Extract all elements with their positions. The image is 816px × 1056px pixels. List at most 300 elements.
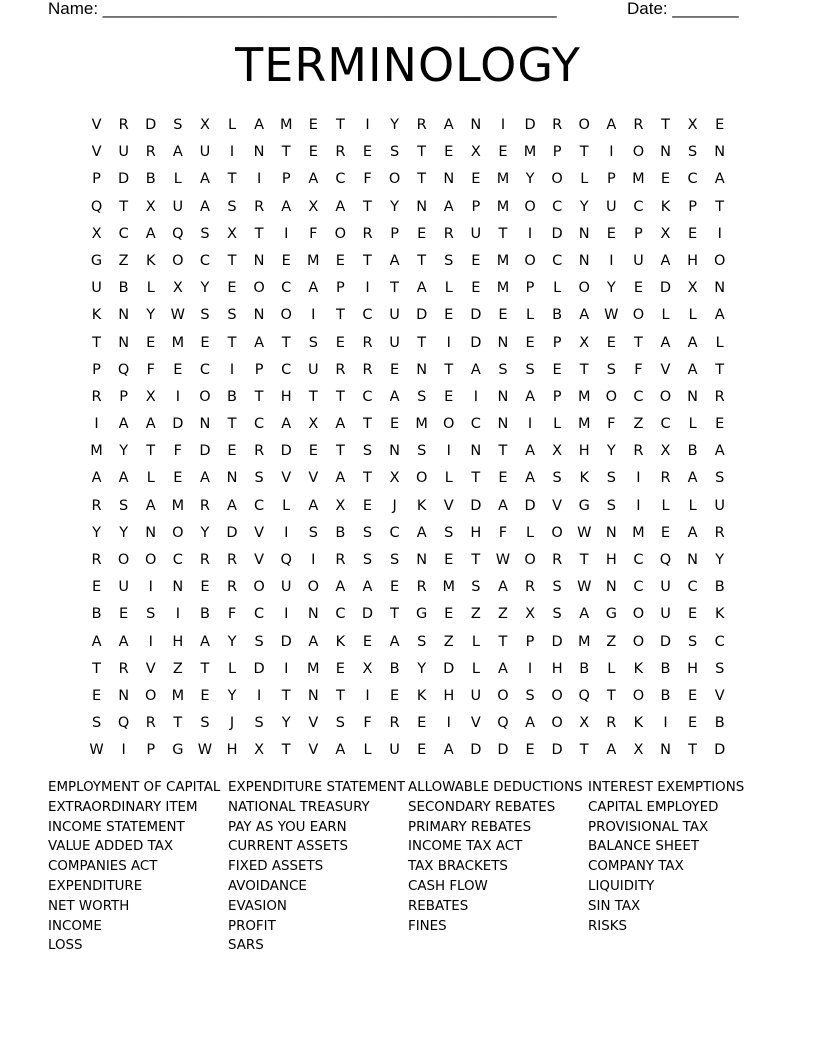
grid-letter[interactable]: A	[525, 388, 535, 405]
grid-letter[interactable]: I	[284, 225, 289, 242]
grid-letter[interactable]: Y	[715, 552, 725, 568]
grid-letter[interactable]: O	[551, 687, 563, 704]
grid-letter[interactable]: V	[254, 524, 265, 541]
grid-letter[interactable]: S	[552, 470, 562, 487]
grid-letter[interactable]: X	[145, 388, 156, 405]
grid-letter[interactable]: M	[577, 633, 591, 650]
grid-letter[interactable]: I	[527, 660, 533, 677]
grid-letter[interactable]: T	[281, 687, 291, 704]
grid-letter[interactable]: E	[389, 579, 400, 596]
grid-letter[interactable]: B	[660, 687, 671, 704]
grid-letter[interactable]: T	[281, 742, 291, 759]
grid-letter[interactable]: U	[389, 742, 400, 759]
grid-letter[interactable]: M	[496, 171, 510, 188]
grid-letter[interactable]: N	[253, 144, 265, 161]
grid-letter[interactable]: R	[335, 552, 346, 568]
grid-letter[interactable]: V	[470, 715, 481, 732]
grid-letter[interactable]: O	[497, 687, 509, 704]
grid-letter[interactable]: T	[363, 198, 372, 215]
grid-letter[interactable]: U	[118, 144, 129, 161]
grid-letter[interactable]: K	[416, 687, 427, 704]
grid-letter[interactable]: T	[227, 334, 237, 351]
grid-letter[interactable]: T	[335, 687, 345, 704]
grid-letter[interactable]: E	[525, 334, 535, 351]
grid-letter[interactable]: A	[118, 633, 129, 650]
grid-letter[interactable]: A	[497, 579, 508, 596]
grid-letter[interactable]: E	[389, 687, 400, 704]
grid-letter[interactable]: M	[577, 416, 591, 433]
grid-letter[interactable]: L	[471, 633, 480, 650]
grid-letter[interactable]: A	[308, 497, 319, 514]
grid-letter[interactable]: N	[172, 579, 184, 596]
grid-letter[interactable]: A	[254, 334, 265, 351]
grid-letter[interactable]: O	[524, 252, 536, 269]
grid-letter[interactable]: Z	[118, 252, 129, 269]
grid-letter[interactable]: H	[226, 742, 238, 759]
grid-letter[interactable]: E	[362, 144, 373, 161]
grid-letter[interactable]: T	[92, 334, 101, 351]
grid-letter[interactable]: N	[145, 524, 157, 541]
grid-letter[interactable]: P	[471, 198, 481, 215]
grid-letter[interactable]: B	[714, 579, 725, 596]
grid-letter[interactable]: O	[253, 280, 265, 297]
grid-letter[interactable]: N	[605, 579, 617, 596]
grid-letter[interactable]: R	[389, 715, 400, 732]
grid-letter[interactable]: O	[578, 117, 590, 133]
grid-letter[interactable]: A	[199, 198, 210, 215]
grid-letter[interactable]: D	[551, 225, 563, 242]
grid-letter[interactable]: E	[146, 334, 156, 351]
grid-letter[interactable]: T	[498, 633, 508, 650]
grid-letter[interactable]: R	[362, 334, 373, 351]
grid-letter[interactable]: D	[470, 742, 482, 759]
grid-letter[interactable]: E	[471, 171, 481, 188]
grid-letter[interactable]: U	[470, 225, 482, 242]
grid-letter[interactable]: A	[579, 307, 590, 324]
grid-letter[interactable]: N	[714, 144, 726, 161]
grid-letter[interactable]: A	[714, 171, 725, 188]
grid-letter[interactable]: I	[446, 443, 451, 460]
grid-letter[interactable]: R	[362, 361, 373, 378]
grid-letter[interactable]: O	[632, 307, 645, 324]
grid-letter[interactable]: L	[363, 742, 372, 759]
grid-letter[interactable]: I	[446, 334, 451, 351]
grid-letter[interactable]: O	[605, 388, 618, 405]
grid-letter[interactable]: Y	[200, 280, 210, 297]
grid-letter[interactable]: H	[605, 552, 617, 568]
grid-letter[interactable]: C	[254, 497, 265, 514]
grid-letter[interactable]: V	[91, 117, 102, 133]
grid-letter[interactable]: S	[200, 225, 210, 242]
grid-letter[interactable]: S	[606, 497, 616, 514]
grid-letter[interactable]: R	[91, 497, 102, 514]
grid-letter[interactable]: K	[416, 497, 427, 514]
grid-letter[interactable]: I	[311, 552, 316, 568]
grid-letter[interactable]: U	[307, 361, 319, 378]
grid-letter[interactable]: E	[362, 497, 373, 514]
grid-letter[interactable]: E	[688, 715, 698, 732]
grid-letter[interactable]: O	[524, 552, 536, 568]
grid-letter[interactable]: T	[715, 198, 725, 215]
grid-letter[interactable]: O	[632, 144, 645, 161]
grid-letter[interactable]: T	[390, 606, 399, 623]
grid-letter[interactable]: N	[253, 307, 265, 324]
grid-letter[interactable]: Z	[470, 606, 481, 623]
grid-letter[interactable]: H	[687, 252, 699, 269]
grid-letter[interactable]: C	[687, 171, 698, 188]
grid-letter[interactable]: A	[308, 633, 319, 650]
grid-letter[interactable]: U	[714, 497, 726, 514]
grid-letter[interactable]: Z	[497, 606, 508, 623]
grid-letter[interactable]: E	[471, 280, 481, 297]
grid-letter[interactable]: X	[470, 144, 481, 161]
grid-letter[interactable]: R	[633, 117, 644, 133]
grid-letter[interactable]: A	[687, 524, 698, 541]
grid-letter[interactable]: X	[660, 225, 671, 242]
grid-letter[interactable]: F	[173, 443, 182, 460]
grid-letter[interactable]: R	[91, 388, 102, 405]
grid-letter[interactable]: S	[715, 660, 725, 677]
grid-letter[interactable]: Y	[579, 198, 589, 215]
grid-letter[interactable]: E	[444, 307, 454, 324]
grid-letter[interactable]: R	[199, 552, 210, 568]
grid-letter[interactable]: E	[335, 660, 345, 677]
grid-letter[interactable]: S	[389, 552, 400, 568]
grid-letter[interactable]: X	[199, 117, 210, 133]
grid-letter[interactable]: E	[471, 252, 481, 269]
grid-letter[interactable]: L	[553, 416, 562, 433]
grid-letter[interactable]: O	[145, 687, 157, 704]
grid-letter[interactable]: X	[687, 280, 698, 297]
grid-letter[interactable]: R	[118, 660, 129, 677]
grid-letter[interactable]: A	[443, 742, 454, 759]
grid-letter[interactable]: E	[119, 606, 129, 623]
grid-letter[interactable]: X	[91, 225, 102, 242]
grid-letter[interactable]: P	[525, 633, 535, 650]
grid-letter[interactable]: B	[91, 606, 102, 623]
grid-letter[interactable]: M	[415, 416, 428, 433]
grid-letter[interactable]: J	[229, 715, 235, 732]
grid-letter[interactable]: S	[444, 524, 454, 541]
grid-letter[interactable]: U	[389, 334, 400, 351]
grid-letter[interactable]: Q	[117, 361, 130, 378]
grid-letter[interactable]: P	[606, 171, 616, 188]
grid-letter[interactable]: T	[335, 388, 345, 405]
grid-letter[interactable]: M	[496, 252, 510, 269]
grid-letter[interactable]: M	[171, 497, 185, 514]
grid-letter[interactable]: A	[416, 524, 427, 541]
grid-letter[interactable]: C	[281, 280, 292, 297]
grid-letter[interactable]: T	[417, 252, 427, 269]
grid-letter[interactable]: E	[281, 252, 291, 269]
grid-letter[interactable]: Z	[172, 660, 183, 677]
grid-letter[interactable]: E	[444, 144, 454, 161]
grid-letter[interactable]: A	[443, 198, 454, 215]
grid-letter[interactable]: I	[94, 416, 99, 433]
grid-letter[interactable]: S	[146, 606, 156, 623]
grid-letter[interactable]: T	[471, 470, 481, 487]
grid-letter[interactable]: P	[119, 388, 129, 405]
grid-letter[interactable]: G	[90, 252, 103, 269]
grid-letter[interactable]: K	[579, 470, 589, 487]
grid-letter[interactable]: R	[714, 524, 725, 541]
grid-letter[interactable]: O	[145, 552, 157, 568]
grid-letter[interactable]: X	[660, 443, 671, 460]
grid-letter[interactable]: E	[606, 225, 616, 242]
grid-letter[interactable]: S	[91, 715, 102, 732]
grid-letter[interactable]: H	[470, 524, 482, 541]
grid-letter[interactable]: A	[281, 416, 292, 433]
grid-letter[interactable]: O	[713, 252, 726, 269]
grid-letter[interactable]: V	[714, 687, 725, 704]
grid-letter[interactable]: I	[636, 470, 641, 487]
grid-letter[interactable]: P	[688, 198, 697, 215]
grid-letter[interactable]: W	[89, 742, 104, 759]
grid-letter[interactable]: C	[335, 606, 346, 623]
grid-letter[interactable]: X	[308, 198, 319, 215]
grid-letter[interactable]: T	[281, 144, 291, 161]
grid-letter[interactable]: X	[227, 225, 237, 242]
grid-letter[interactable]: I	[256, 687, 262, 704]
grid-letter[interactable]: Y	[119, 524, 129, 541]
grid-letter[interactable]: U	[172, 198, 184, 215]
grid-letter[interactable]: I	[527, 416, 533, 433]
grid-letter[interactable]: I	[229, 361, 235, 378]
grid-letter[interactable]: T	[363, 416, 372, 433]
grid-letter[interactable]: N	[226, 470, 238, 487]
grid-letter[interactable]: A	[525, 443, 535, 460]
grid-letter[interactable]: S	[254, 470, 264, 487]
grid-letter[interactable]: N	[416, 361, 428, 378]
grid-letter[interactable]: K	[714, 606, 725, 623]
grid-letter[interactable]: S	[688, 144, 698, 161]
grid-letter[interactable]: A	[335, 416, 346, 433]
grid-letter[interactable]: J	[392, 497, 397, 514]
grid-letter[interactable]: R	[416, 117, 427, 133]
grid-letter[interactable]: L	[444, 470, 453, 487]
grid-letter[interactable]: M	[279, 117, 293, 133]
grid-letter[interactable]: X	[335, 497, 346, 514]
grid-letter[interactable]: F	[607, 416, 616, 433]
grid-letter[interactable]: S	[227, 198, 237, 215]
grid-letter[interactable]: M	[523, 144, 537, 161]
grid-letter[interactable]: W	[577, 579, 592, 596]
grid-letter[interactable]: A	[389, 388, 400, 405]
grid-letter[interactable]: S	[362, 552, 373, 568]
grid-letter[interactable]: I	[365, 687, 370, 704]
grid-letter[interactable]: M	[90, 443, 103, 460]
grid-letter[interactable]: M	[577, 388, 591, 405]
grid-letter[interactable]: N	[497, 416, 509, 433]
grid-letter[interactable]: A	[335, 742, 346, 759]
grid-letter[interactable]: N	[118, 687, 130, 704]
grid-letter[interactable]: S	[606, 361, 616, 378]
grid-letter[interactable]: I	[284, 606, 289, 623]
grid-letter[interactable]: H	[551, 660, 563, 677]
grid-letter[interactable]: T	[363, 252, 372, 269]
grid-letter[interactable]: N	[687, 552, 699, 568]
grid-letter[interactable]: Q	[497, 715, 509, 732]
grid-letter[interactable]: P	[552, 388, 562, 405]
grid-letter[interactable]: D	[443, 660, 455, 677]
grid-letter[interactable]: T	[444, 361, 454, 378]
grid-letter[interactable]: I	[663, 715, 668, 732]
grid-letter[interactable]: A	[606, 742, 617, 759]
grid-letter[interactable]: H	[687, 660, 699, 677]
grid-letter[interactable]: L	[146, 470, 155, 487]
grid-letter[interactable]: T	[335, 117, 345, 133]
grid-letter[interactable]: W	[577, 524, 592, 541]
grid-letter[interactable]: E	[389, 416, 400, 433]
grid-letter[interactable]: T	[498, 443, 508, 460]
grid-letter[interactable]: A	[227, 497, 237, 514]
grid-letter[interactable]: S	[552, 606, 562, 623]
grid-letter[interactable]: D	[253, 660, 265, 677]
grid-letter[interactable]: O	[632, 687, 645, 704]
grid-letter[interactable]: H	[280, 388, 292, 405]
grid-letter[interactable]: U	[389, 307, 400, 324]
grid-letter[interactable]: K	[633, 660, 644, 677]
grid-letter[interactable]: M	[171, 334, 185, 351]
grid-letter[interactable]: T	[335, 443, 345, 460]
grid-letter[interactable]: D	[172, 416, 184, 433]
grid-letter[interactable]: F	[363, 171, 372, 188]
grid-letter[interactable]: Y	[606, 280, 616, 297]
grid-letter[interactable]: V	[308, 715, 319, 732]
grid-letter[interactable]: A	[308, 171, 319, 188]
grid-letter[interactable]: C	[633, 388, 644, 405]
grid-letter[interactable]: B	[687, 443, 698, 460]
grid-letter[interactable]: T	[146, 443, 156, 460]
grid-letter[interactable]: O	[172, 524, 184, 541]
grid-letter[interactable]: E	[227, 280, 237, 297]
grid-letter[interactable]: A	[145, 225, 156, 242]
grid-letter[interactable]: A	[281, 198, 292, 215]
grid-letter[interactable]: Y	[390, 198, 399, 215]
grid-letter[interactable]: I	[527, 225, 533, 242]
grid-letter[interactable]: I	[609, 252, 614, 269]
grid-letter[interactable]: D	[118, 171, 130, 188]
grid-letter[interactable]: X	[362, 660, 373, 677]
grid-letter[interactable]: E	[498, 470, 508, 487]
grid-letter[interactable]: O	[253, 579, 265, 596]
grid-letter[interactable]: L	[146, 280, 155, 297]
grid-letter[interactable]: A	[199, 633, 210, 650]
grid-letter[interactable]: X	[633, 742, 644, 759]
grid-letter[interactable]: D	[361, 606, 374, 623]
grid-letter[interactable]: S	[200, 715, 210, 732]
grid-letter[interactable]: R	[416, 579, 427, 596]
grid-letter[interactable]: U	[91, 280, 102, 297]
grid-letter[interactable]: N	[497, 388, 509, 405]
grid-letter[interactable]: S	[254, 715, 264, 732]
grid-letter[interactable]: T	[254, 225, 264, 242]
grid-letter[interactable]: O	[334, 225, 347, 242]
grid-letter[interactable]: E	[715, 416, 725, 433]
grid-letter[interactable]: C	[335, 171, 346, 188]
grid-letter[interactable]: E	[335, 252, 345, 269]
grid-letter[interactable]: O	[551, 171, 563, 188]
grid-letter[interactable]: N	[253, 252, 265, 269]
grid-letter[interactable]: Y	[525, 171, 535, 188]
grid-letter[interactable]: I	[636, 497, 641, 514]
grid-letter[interactable]: C	[254, 416, 265, 433]
grid-letter[interactable]: L	[227, 660, 237, 677]
grid-letter[interactable]: L	[715, 334, 724, 351]
grid-letter[interactable]: P	[336, 280, 345, 297]
grid-letter[interactable]: G	[578, 497, 590, 514]
grid-letter[interactable]: R	[118, 117, 129, 133]
grid-letter[interactable]: K	[91, 307, 102, 324]
grid-letter[interactable]: U	[633, 252, 644, 269]
grid-letter[interactable]: Y	[606, 443, 616, 460]
grid-letter[interactable]: S	[552, 579, 562, 596]
grid-letter[interactable]: D	[199, 443, 211, 460]
grid-letter[interactable]: C	[687, 579, 698, 596]
grid-letter[interactable]: G	[605, 606, 617, 623]
grid-letter[interactable]: E	[444, 552, 454, 568]
grid-letter[interactable]: P	[254, 361, 264, 378]
grid-letter[interactable]: E	[498, 144, 508, 161]
grid-letter[interactable]: L	[553, 280, 562, 297]
grid-letter[interactable]: V	[552, 497, 563, 514]
grid-letter[interactable]: V	[254, 552, 265, 568]
grid-letter[interactable]: K	[145, 252, 156, 269]
grid-letter[interactable]: S	[389, 144, 400, 161]
grid-letter[interactable]: O	[524, 198, 536, 215]
grid-letter[interactable]: S	[525, 361, 535, 378]
grid-letter[interactable]: A	[389, 633, 400, 650]
grid-letter[interactable]: U	[660, 579, 671, 596]
grid-letter[interactable]: X	[172, 280, 183, 297]
grid-letter[interactable]: T	[606, 687, 616, 704]
grid-letter[interactable]: T	[498, 225, 508, 242]
grid-letter[interactable]: C	[172, 552, 183, 568]
grid-letter[interactable]: S	[200, 307, 210, 324]
grid-letter[interactable]: O	[172, 252, 184, 269]
grid-letter[interactable]: Z	[633, 416, 644, 433]
grid-letter[interactable]: L	[688, 416, 697, 433]
grid-letter[interactable]: A	[91, 633, 102, 650]
grid-letter[interactable]: N	[416, 198, 428, 215]
grid-letter[interactable]: E	[200, 334, 210, 351]
grid-letter[interactable]: L	[580, 171, 589, 188]
grid-letter[interactable]: X	[579, 334, 590, 351]
grid-letter[interactable]: D	[659, 633, 672, 650]
grid-letter[interactable]: R	[660, 470, 671, 487]
grid-letter[interactable]: U	[199, 144, 211, 161]
grid-letter[interactable]: I	[717, 225, 722, 242]
grid-letter[interactable]: U	[470, 687, 482, 704]
grid-letter[interactable]: B	[227, 388, 237, 405]
grid-letter[interactable]: L	[526, 524, 535, 541]
grid-letter[interactable]: I	[148, 579, 153, 596]
grid-letter[interactable]: C	[633, 579, 644, 596]
grid-letter[interactable]: R	[552, 117, 563, 133]
grid-letter[interactable]: L	[661, 497, 670, 514]
grid-letter[interactable]: R	[714, 388, 725, 405]
grid-letter[interactable]: T	[335, 307, 345, 324]
grid-letter[interactable]: B	[714, 715, 725, 732]
grid-letter[interactable]: N	[714, 280, 726, 297]
grid-letter[interactable]: T	[200, 660, 210, 677]
grid-letter[interactable]: A	[335, 470, 346, 487]
grid-letter[interactable]: M	[307, 660, 320, 677]
grid-letter[interactable]: I	[365, 117, 370, 133]
grid-letter[interactable]: B	[389, 660, 400, 677]
grid-letter[interactable]: L	[471, 660, 480, 677]
grid-letter[interactable]: D	[524, 117, 536, 133]
